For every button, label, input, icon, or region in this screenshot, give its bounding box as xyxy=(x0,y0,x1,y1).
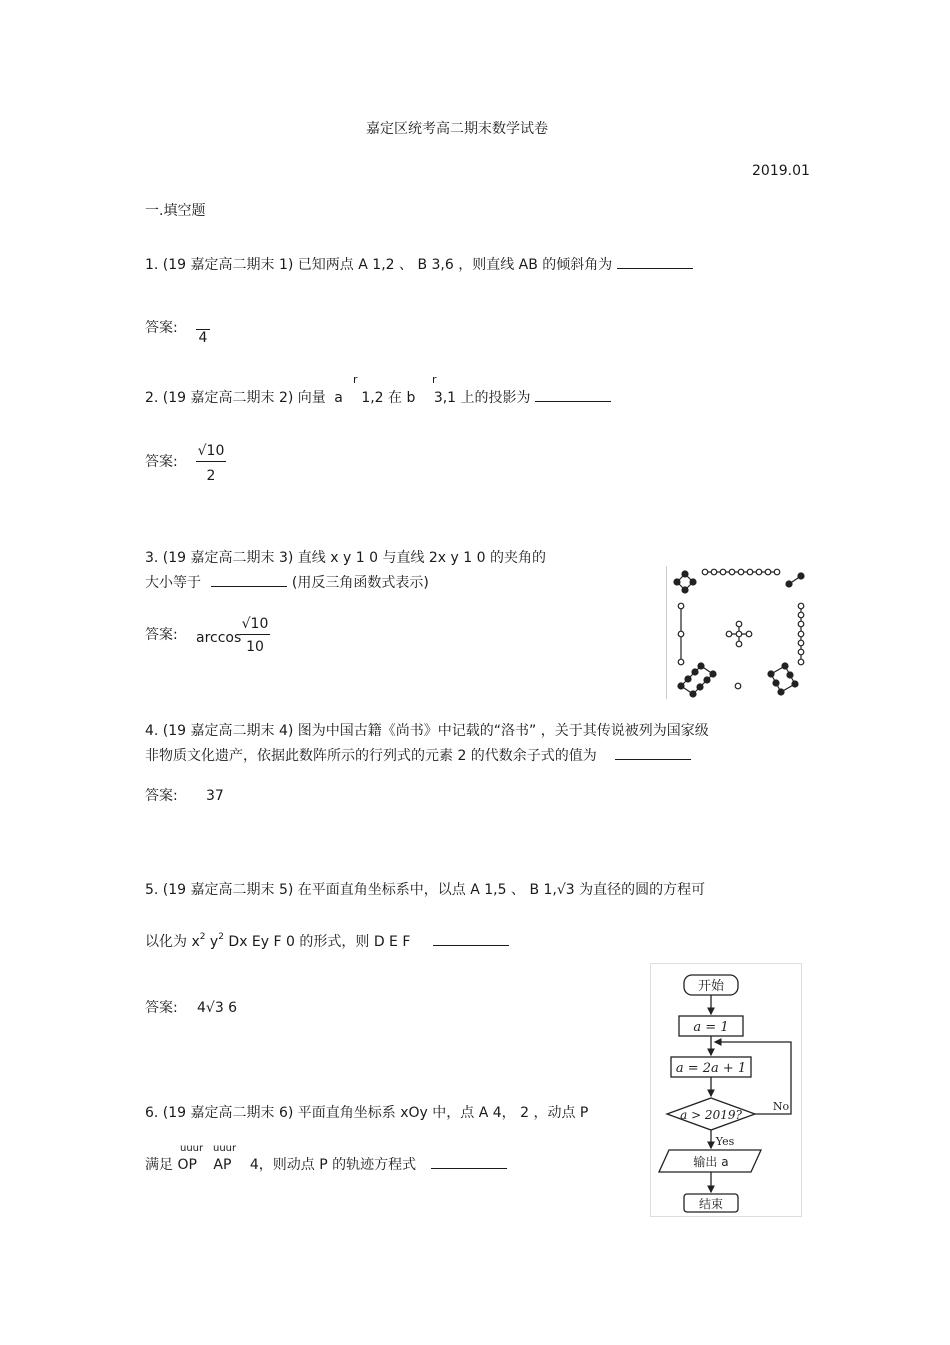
flow-end-label: 结束 xyxy=(698,1197,724,1211)
question-3-lead: 大小等于 xyxy=(145,575,201,591)
answer-label: 答案: xyxy=(145,454,178,470)
question-5-line2 xyxy=(145,933,509,952)
question-4-text: 非物质文化遗产，依据此数阵所示的行列式的元素 2 的代数余子式的值为 xyxy=(145,748,597,764)
vector-mark-ap: uuur xyxy=(213,1143,237,1154)
q3-answer-numerator: √10 xyxy=(241,616,269,632)
exponent: 2 xyxy=(218,932,224,942)
question-5-line1: 5. (19 嘉定高二期末 5) 在平面直角坐标系中，以点 A 1,5 、 B 1,√3 为直径的圆的方程可 xyxy=(145,882,706,898)
vector-a: a xyxy=(334,390,343,406)
q2-answer-fraction xyxy=(196,443,226,484)
q1-answer-numerator xyxy=(196,317,210,329)
q4-answer: 37 xyxy=(206,788,224,804)
answer-blank xyxy=(431,1156,507,1169)
answer-blank xyxy=(615,747,691,760)
q2-answer-numerator: √10 xyxy=(197,443,225,459)
answer-blank xyxy=(211,574,287,587)
question-3-tail: (用反三角函数式表示) xyxy=(291,575,429,591)
flow-yes-label: Yes xyxy=(715,1135,735,1148)
luoshu-dots xyxy=(667,566,807,699)
question-3-line2 xyxy=(145,574,429,591)
q3-answer-denominator: 10 xyxy=(246,639,264,655)
answer-blank xyxy=(433,933,509,946)
question-5-lead: 以化为 x xyxy=(145,934,200,950)
answer-label: 答案: xyxy=(145,320,178,336)
q3-answer-prefix: arccos xyxy=(196,630,242,646)
q5-answer: 4√3 6 xyxy=(197,1000,238,1016)
question-1-text: 1. (19 嘉定高二期末 1) 已知两点 A 1,2 、 B 3,6 ，则直线 AB 的倾斜角为 xyxy=(145,257,613,273)
q1-answer-fraction xyxy=(196,317,210,346)
question-2-part2: 1,2 在 xyxy=(361,390,403,406)
question-5-tail: Dx Ey F 0 的形式，则 D E F xyxy=(223,934,411,950)
question-6-line2 xyxy=(145,1156,507,1173)
flow-init-label: a = 1 xyxy=(693,1020,729,1035)
flow-condition-label: a > 2019? xyxy=(680,1108,742,1122)
fraction-bar xyxy=(240,634,270,635)
question-4-line1: 4. (19 嘉定高二期末 4) 图为中国古籍《尚书》中记载的“洛书” ，关于其传说被列为国家级 xyxy=(145,723,709,739)
question-2-part3: 3,1 上的投影为 xyxy=(433,390,531,406)
flow-output-label: 输出 a xyxy=(693,1155,729,1169)
flowchart-figure xyxy=(650,963,802,1217)
question-2-part1: 2. (19 嘉定高二期末 2) 向量 xyxy=(145,390,326,406)
question-6-line1: 6. (19 嘉定高二期末 6) 平面直角坐标系 xOy 中，点 A 4， 2 ，动点 P xyxy=(145,1105,589,1121)
vector-mark-op: uuur xyxy=(180,1143,204,1154)
question-4-line2 xyxy=(145,747,691,764)
answer-blank xyxy=(617,256,693,269)
answer-label: 答案: xyxy=(145,788,178,804)
question-6-lead: 满足 xyxy=(145,1157,173,1173)
q3-answer-fraction xyxy=(240,616,270,655)
exponent: 2 xyxy=(199,932,206,942)
vector-b: b xyxy=(406,390,416,406)
question-5-y: y xyxy=(205,934,219,950)
flowchart xyxy=(651,964,801,1216)
question-2 xyxy=(145,389,611,406)
document-title: 嘉定区统考高二期末数学试卷 xyxy=(366,121,548,137)
question-6-tail: 4，则动点 P 的轨迹方程式 xyxy=(249,1157,417,1173)
flow-update-label: a = 2a + 1 xyxy=(675,1061,747,1076)
vector-mark-b: r xyxy=(432,373,437,386)
answer-blank xyxy=(535,389,611,402)
flow-no-label: No xyxy=(772,1100,790,1113)
vector-ap: AP xyxy=(213,1157,232,1173)
flow-start-label: 开始 xyxy=(697,979,725,994)
q2-answer-denominator: 2 xyxy=(206,468,216,484)
answer-label: 答案: xyxy=(145,1000,178,1016)
q1-answer-denominator: 4 xyxy=(198,330,208,346)
section-heading: 一.填空题 xyxy=(145,203,206,219)
vector-op: OP xyxy=(177,1157,197,1173)
fraction-bar xyxy=(196,461,226,462)
vector-mark-a: r xyxy=(353,373,358,386)
answer-label: 答案: xyxy=(145,627,178,643)
question-3-line1: 3. (19 嘉定高二期末 3) 直线 x y 1 0 与直线 2x y 1 0 的夹角的 xyxy=(145,550,546,566)
document-date: 2019.01 xyxy=(752,163,810,179)
luoshu-figure xyxy=(666,566,807,699)
question-1 xyxy=(145,256,693,273)
